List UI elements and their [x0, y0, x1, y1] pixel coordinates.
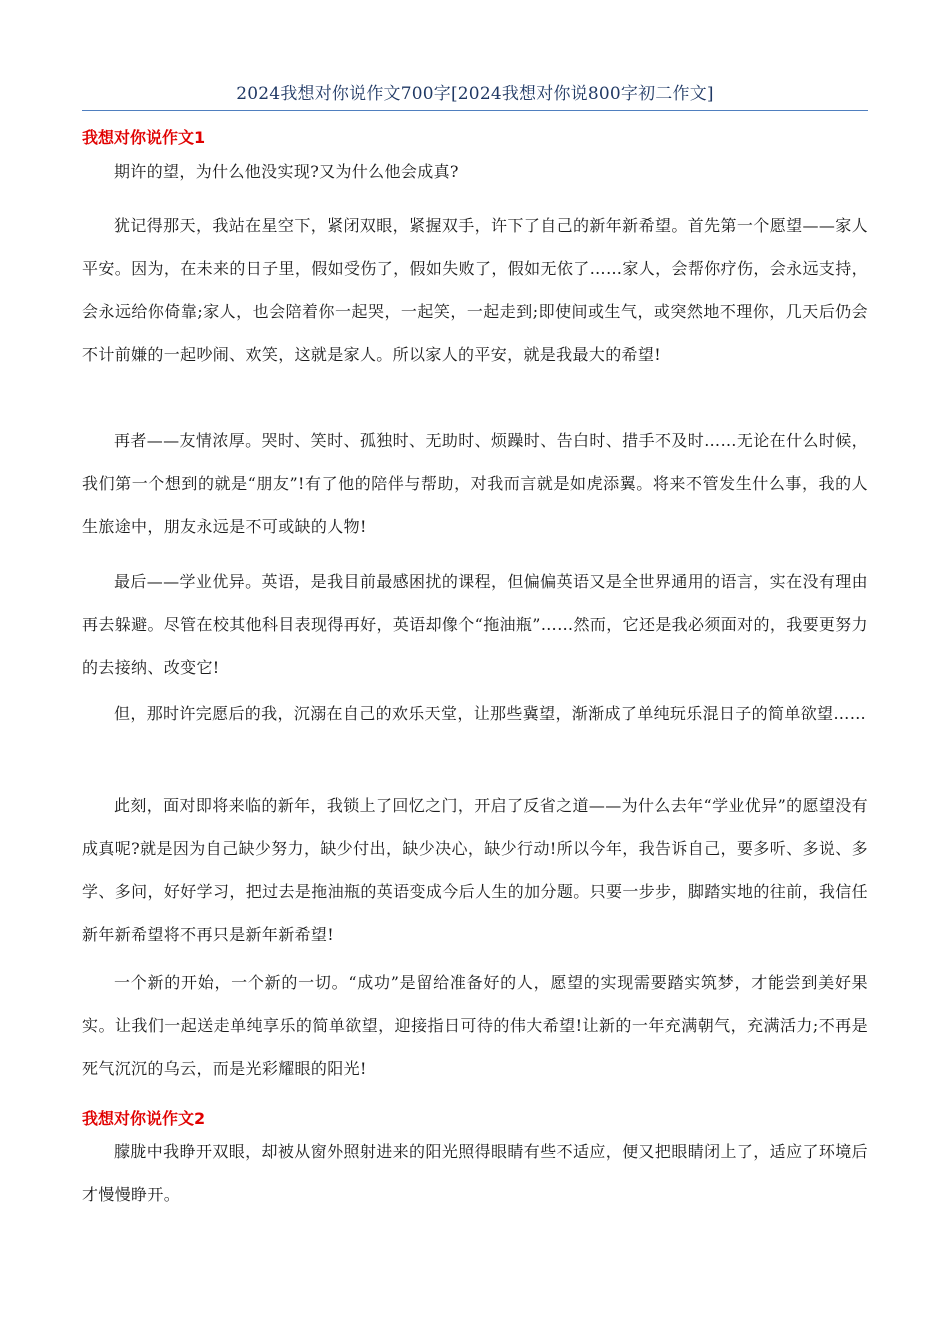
paragraph: 但，那时许完愿后的我，沉溺在自己的欢乐天堂，让那些冀望，渐渐成了单纯玩乐混日子的简单欲望…… — [114, 704, 867, 723]
paragraph: 此刻，面对即将来临的新年，我锁上了回忆之门，开启了反省之道——为什么去年“学业优异”的愿望没有成真呢?就是因为自己缺少努力，缺少付出，缺少决心，缺少行动!所以今年，我告诉自己，要多听、多说、多学、多问，好好学习，把过去是拖油瓶的英语变成今后人生的加分题。只要一步步，脚踏实地的往前，我信任新年新希望将不再只是新年新希望! — [82, 796, 868, 944]
section-heading-2: 我想对你说作文2 — [82, 1109, 206, 1128]
paragraph: 犹记得那天，我站在星空下，紧闭双眼，紧握双手，许下了自己的新年新希望。首先第一个愿望——家人平安。因为，在未来的日子里，假如受伤了，假如失败了，假如无依了……家人，会帮你疗伤，会永远支持，会永远给你倚靠;家人，也会陪着你一起哭，一起笑，一起走到;即使间或生气，或突然地不理你，几天后仍会不计前嫌的一起吵闹、欢笑，这就是家人。所以家人的平安，就是我最大的希望! — [82, 216, 868, 364]
paragraph: 再者——友情浓厚。哭时、笑时、孤独时、无助时、烦躁时、告白时、措手不及时……无论在什么时候，我们第一个想到的就是“朋友”!有了他的陪伴与帮助，对我而言就是如虎添翼。将来不管发生什么事，我的人生旅途中，朋友永远是不可或缺的人物! — [82, 431, 868, 536]
paragraph: 一个新的开始，一个新的一切。“成功”是留给准备好的人，愿望的实现需要踏实筑梦，才能尝到美好果实。让我们一起送走单纯享乐的简单欲望，迎接指日可待的伟大希望!让新的一年充满朝气，充满活力;不再是死气沉沉的乌云，而是光彩耀眼的阳光! — [82, 973, 868, 1078]
paragraph: 期许的望，为什么他没实现?又为什么他会成真? — [114, 162, 459, 181]
document-title: 2024我想对你说作文700字[2024我想对你说800字初二作文] — [236, 84, 714, 104]
paragraph: 最后——学业优异。英语，是我目前最感困扰的课程，但偏偏英语又是全世界通用的语言，实在没有理由再去躲避。尽管在校其他科目表现得再好，英语却像个“拖油瓶”……然而，它还是我必须面对的，我要更努力的去接纳、改变它! — [82, 572, 868, 677]
section-heading-1: 我想对你说作文1 — [82, 128, 206, 147]
page-header — [82, 82, 868, 111]
paragraph: 朦胧中我睁开双眼，却被从窗外照射进来的阳光照得眼睛有些不适应，便又把眼睛闭上了，适应了环境后才慢慢睁开。 — [82, 1142, 868, 1204]
